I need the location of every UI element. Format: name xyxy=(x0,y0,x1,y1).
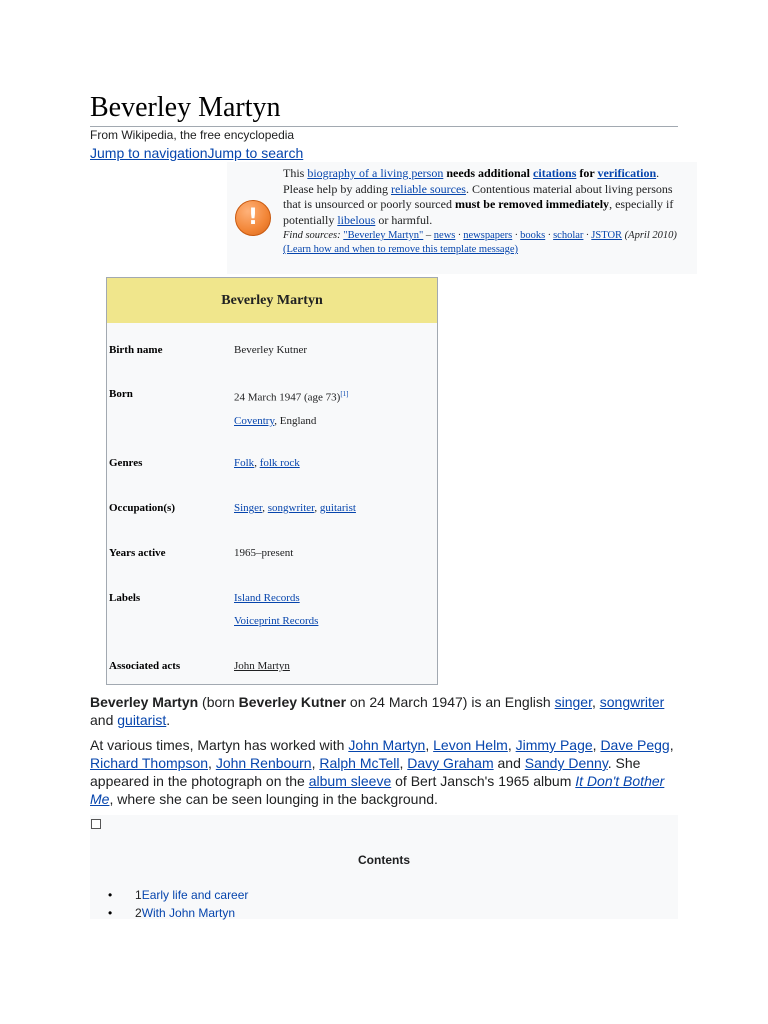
toc-link[interactable]: Early life and career xyxy=(141,888,249,902)
jstor-link[interactable]: JSTOR xyxy=(591,230,623,241)
infobox-label: Genres xyxy=(109,457,143,469)
album-sleeve-link[interactable]: album sleeve xyxy=(308,773,392,789)
exclamation-icon: ! xyxy=(235,200,271,236)
infobox-value: Folk, folk rock xyxy=(234,457,300,469)
scholar-link[interactable]: scholar xyxy=(553,230,584,241)
toc-item[interactable]: • 1Early life and career xyxy=(108,888,249,902)
singer-link[interactable]: singer xyxy=(554,694,592,710)
genre-link-folk-rock[interactable]: folk rock xyxy=(259,457,300,469)
label-link-voiceprint-records[interactable]: Voiceprint Records xyxy=(234,615,319,627)
jump-to-navigation-link[interactable]: Jump to navigation xyxy=(90,145,208,161)
album-link-it-dont-bother-me[interactable]: It Don't Bother Me xyxy=(90,773,665,807)
infobox-value: 24 March 1947 (age 73)[1] Coventry, England xyxy=(234,390,349,427)
infobox-label: Associated acts xyxy=(109,660,181,672)
occupation-link-songwriter[interactable]: songwriter xyxy=(267,502,315,514)
newspapers-link[interactable]: newspapers xyxy=(463,230,513,241)
artist-link-richard-thompson[interactable]: Richard Thompson xyxy=(90,755,209,771)
coventry-link[interactable]: Coventry xyxy=(234,414,275,427)
infobox xyxy=(106,277,438,685)
citations-link[interactable]: citations xyxy=(533,166,577,180)
bullet-icon: • xyxy=(108,888,113,902)
genre-link-folk[interactable]: Folk xyxy=(234,457,255,469)
occupation-link-singer[interactable]: Singer xyxy=(234,502,263,514)
artist-link-davy-graham[interactable]: Davy Graham xyxy=(407,755,494,771)
guitarist-link[interactable]: guitarist xyxy=(117,712,167,728)
infobox-value: 1965–present xyxy=(234,547,294,559)
toc-title: Contents xyxy=(358,853,410,867)
toc-item[interactable]: • 2With John Martyn xyxy=(108,906,236,920)
artist-link-dave-pegg[interactable]: Dave Pegg xyxy=(600,737,670,753)
infobox-value xyxy=(234,587,318,633)
infobox-value: Beverley Kutner xyxy=(234,344,307,356)
find-query-link[interactable]: "Beverley Martyn" xyxy=(343,230,424,241)
citation-notice-box xyxy=(227,162,697,274)
artist-link-ralph-mctell[interactable]: Ralph McTell xyxy=(319,755,400,771)
page-title: Beverley Martyn xyxy=(90,90,678,127)
reference-sup[interactable]: [1] xyxy=(340,390,349,398)
infobox-label: Labels xyxy=(109,592,141,604)
infobox-label: Born xyxy=(109,388,133,400)
toc-link[interactable]: With John Martyn xyxy=(141,906,236,920)
infobox-label: Birth name xyxy=(109,344,163,356)
intro-paragraph: Beverley Martyn (born Beverley Kutner on 24 March 1947) is an English singer, songwriter and guitarist. xyxy=(90,694,665,728)
libelous-link[interactable]: libelous xyxy=(337,212,376,227)
artist-link-jimmy-page[interactable]: Jimmy Page xyxy=(515,737,593,753)
biography-living-person-link[interactable]: biography of a living person xyxy=(307,166,444,180)
learn-remove-template-link[interactable]: (Learn how and when to remove this template message) xyxy=(283,244,519,255)
jump-links xyxy=(90,145,303,161)
label-link-island-records[interactable]: Island Records xyxy=(234,592,300,604)
books-link[interactable]: books xyxy=(520,230,546,241)
artist-link-sandy-denny[interactable]: Sandy Denny xyxy=(524,755,608,771)
table-of-contents xyxy=(90,815,678,919)
infobox-label: Years active xyxy=(109,547,166,559)
infobox-label: Occupation(s) xyxy=(109,502,175,514)
bullet-icon: • xyxy=(108,906,113,920)
artist-link-levon-helm[interactable]: Levon Helm xyxy=(433,737,508,753)
news-link[interactable]: news xyxy=(433,230,456,241)
site-tagline: From Wikipedia, the free encyclopedia xyxy=(90,128,295,142)
career-paragraph: At various times, Martyn has worked with John Martyn, Levon Helm, Jimmy Page, Dave Pegg, Richard Thompson, John Renbourn, Ralph McTell, Davy Graham and Sandy Denny. She appeared in the photograph on the album sleeve of Bert Jansch's 1965 album It Don't Bother Me, where she can be seen lounging in the background. xyxy=(90,737,674,807)
songwriter-link[interactable]: songwriter xyxy=(599,694,665,710)
infobox-value: Singer, songwriter, guitarist xyxy=(234,502,356,514)
reliable-sources-link[interactable]: reliable sources xyxy=(390,181,466,196)
toc-toggle-checkbox[interactable] xyxy=(91,819,101,829)
artist-link-john-martyn[interactable]: John Martyn xyxy=(348,737,426,753)
occupation-link-guitarist[interactable]: guitarist xyxy=(319,502,356,514)
verification-link[interactable]: verification xyxy=(597,166,657,180)
citation-notice-text: This biography of a living person needs additional citations for verification. Please help by adding reliable sources. Contentious material about living persons that is unsourced or poorly sourced must be removed immediately, especially if potentially libelous or harmful. Find sources: "Beverley Martyn" – news · newspapers · books · scholar · JSTOR (April 2010) (Learn how and when to remove this template message) xyxy=(283,166,688,257)
infobox-title: Beverley Martyn xyxy=(107,278,437,323)
associated-act-link-john-martyn[interactable]: John Martyn xyxy=(234,660,290,672)
jump-to-search-link[interactable]: Jump to search xyxy=(207,145,304,161)
find-sources-line: Find sources: "Beverley Martyn" – news · newspapers · books · scholar · JSTOR (April 2010) (Learn how and when to remove this template message) xyxy=(283,230,677,255)
artist-link-john-renbourn[interactable]: John Renbourn xyxy=(215,755,312,771)
